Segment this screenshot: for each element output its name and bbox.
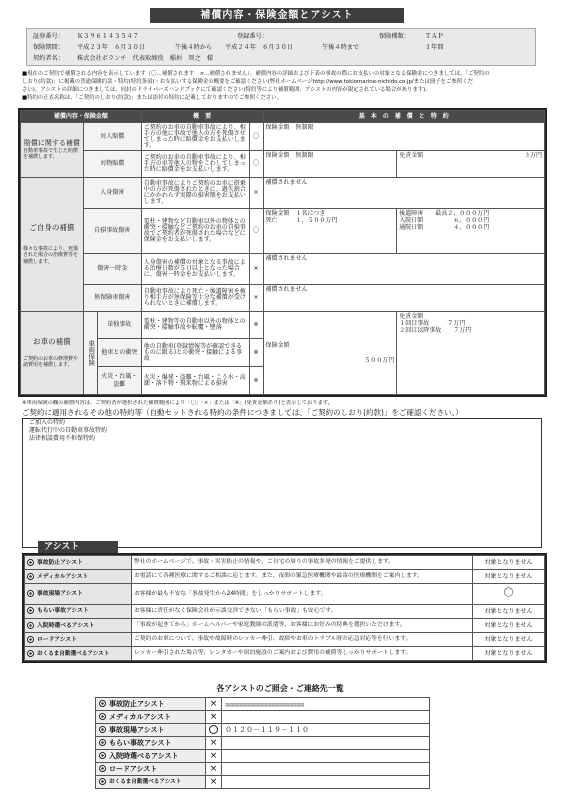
contact-name-label: 事故現場アシスト	[109, 725, 165, 734]
car-ded1: １回目事故 ７万円	[399, 319, 466, 327]
contact-info	[222, 698, 430, 711]
assist-box	[22, 553, 547, 663]
assist-name	[25, 556, 132, 570]
special-item: 法律相談費用不担保特約	[29, 435, 96, 442]
car-vertical: 車両保険	[83, 311, 97, 394]
car-ded	[397, 311, 545, 394]
assist-result: 対象となりません	[473, 618, 545, 632]
contact-mark: ×	[206, 776, 222, 789]
assist-table	[24, 555, 545, 661]
uninsured-desc: 自動車事故により死亡・後遺障害を被り相手方が無保険等十分な補償が受けられないときに補償します。	[141, 284, 249, 311]
contact-name	[96, 711, 206, 724]
property-liab-ded-label: 免責金額	[399, 152, 424, 160]
contact-name-label: 事故防止アシスト	[109, 699, 165, 708]
assist-desc: レッカー牽引された場合等、レンタカーや宿泊施設のご案内および費用の補償等しっかりサポートします。	[132, 647, 473, 661]
self-accident-item: 通院日額 ４，０００円	[399, 224, 490, 232]
self-group	[21, 177, 84, 311]
contact-name	[96, 737, 206, 750]
policy-no-label: 証券番号：	[33, 33, 64, 40]
contact-info	[222, 763, 430, 776]
assist-name-label: もらい事故アシスト	[37, 608, 89, 615]
assist-name	[25, 570, 132, 584]
contractor-label: 契約者名：	[33, 55, 64, 62]
period-start-time: 午後４時から	[175, 44, 213, 51]
note-line: ■現在のご契約で補償される内容を表示しています（〇…補償されます ×…補償されません）。補償内容の詳細および下表の事故の際にお支払いの対象となる保険金につきましては、「ご契約の	[22, 71, 490, 77]
property-liab-ded-value: ３万円	[523, 152, 542, 160]
car-ded-label: 免責金額	[399, 312, 424, 320]
other-car-mark: ※	[249, 339, 263, 367]
contractor-name: 株式会社ボランチ 代表取締役 稲垣 智之 様	[77, 55, 214, 62]
page-title: 補償内容・保険金額とアシスト	[150, 8, 404, 23]
self-group-label: ご自身の補償	[29, 222, 75, 232]
property-liab: 対物賠償	[83, 151, 141, 178]
head-summary: 概 要	[141, 111, 263, 123]
contact-name	[96, 750, 206, 763]
car-group-label: お車の補償	[33, 336, 71, 346]
special-title: ご契約に適用されるその他の特約等（自動セットされる特約の条件につきましては、「ご契約のしおり(約款)」をご確認ください。）	[22, 408, 463, 417]
head-basic: 基 本 の 補 償 と 特 約	[263, 111, 545, 123]
car-ded2: ２回目以降事故 ７万円	[399, 326, 472, 334]
assist-name	[25, 604, 132, 618]
car-val	[263, 311, 397, 394]
assist-result: 対象となりません	[473, 633, 545, 647]
injury-lump-val: 補償されません	[263, 254, 545, 285]
assist-result: 対象となりません	[473, 647, 545, 661]
property-liab-ded	[397, 151, 545, 178]
contact-mark: ×	[206, 737, 222, 750]
liability-group-desc: 自動車事故で生じた賠償を補償します。	[23, 147, 79, 161]
insurance-type: ＴＡＰ	[425, 33, 444, 40]
assist-desc: お客様に責任がなく保険会社が示談交渉できない「もらい事故」も安心です。	[132, 604, 473, 618]
assist-result: 対象となりません	[473, 570, 545, 584]
special-item: 運転代行中の自動車事故特約	[29, 427, 108, 434]
self-accident-val	[263, 208, 397, 253]
reg-no-label: 登録番号：	[237, 33, 268, 40]
assist-icon	[99, 752, 106, 759]
assist-name-label: メディカルアシスト	[37, 573, 89, 580]
self-accident-item: 入院日額 ６，０００円	[399, 216, 490, 224]
car-group-desc: ご契約のお車の修理費や諸費用を補償します。	[23, 355, 79, 369]
assist-name	[25, 633, 132, 647]
assist-name-label: 入院時選べるアシスト	[37, 622, 95, 629]
personal-liab-val: 保険金額 無制限	[263, 123, 545, 151]
self-accident-items	[397, 208, 545, 253]
assist-desc: お電話にて各種医療に関するご相談に応じます。また、夜間の緊急医療機関や最寄の医療機関をご案内します。	[132, 570, 473, 584]
assist-icon	[99, 726, 106, 733]
contact-name-label: 入院時選べるアシスト	[109, 751, 179, 760]
uninsured-val: 補償されません	[263, 284, 545, 311]
special-item: ご加入の特約	[29, 419, 66, 426]
circle-mark	[209, 725, 218, 734]
assist-icon	[99, 700, 106, 707]
injury-desc: 自動車事故によりご契約のお車に搭乗中の方が死傷されたときに、過失割合にかかわらず実際の損害額をお支払いします。	[141, 177, 249, 208]
contact-name	[96, 698, 206, 711]
assist-result: 対象となりません	[473, 604, 545, 618]
injury-lump-desc: 人身傷害の補償の対象となる事故による治療日数が５日以上となった場合に、傷害一時金をお支払いします。	[141, 254, 249, 285]
contact-name	[96, 763, 206, 776]
assist-desc: 弊社のホームページで、事故・災害防止の情報や、ご自宅の周りの事故多発の情報をご提供します。	[132, 556, 473, 570]
contact-name-label: ロードアシスト	[109, 764, 158, 773]
injury-val: 補償されません	[263, 177, 545, 208]
contact-info	[222, 750, 430, 763]
insurance-type-label: 保険種類：	[379, 33, 410, 40]
property-liab-val: 保険金額 無制限	[263, 151, 397, 178]
self-accident-desc: 電柱・建物など自動車以外の物体との衝突・接触などご契約のお車の自損事故でご契約者が死傷された場合などに保険金をお支払いします。	[141, 208, 249, 253]
assist-icon	[27, 590, 34, 597]
fire-desc: 火災・爆発・盗難・台風・こう水・高潮・落下物・飛来物による損害	[141, 367, 249, 395]
policy-no: Ｋ３９６１４３５４７	[77, 33, 139, 40]
coverage-footnote: ※車両保険の欄の補償内容は、ご契約者が選択された補償範囲により「〇」「×」または「※」(免責金額あり)と表示しております。	[22, 400, 334, 406]
assist-desc: ご契約のお車について、事故や故障時のレッカー牽引、故障やお車のトラブル時の応急対応等を行います。	[132, 633, 473, 647]
assist-name-label: 事故現場アシスト	[37, 591, 83, 598]
uninsured-mark: ×	[249, 284, 263, 311]
single: 単独事故	[97, 311, 141, 339]
assist-heading: アシスト	[38, 541, 118, 553]
assist-icon	[99, 739, 106, 746]
note-line: さい)。アシストの詳細につきましては、同封のドライバーズハンドブックにて確認ください(特約等により補償範囲、アシストの内容が限定されている場合があります)。	[22, 87, 431, 93]
contact-info	[222, 776, 430, 789]
self-accident-mark: 〇	[249, 208, 263, 253]
car-group	[21, 311, 84, 394]
assist-icon	[27, 636, 34, 643]
duration: １年間	[425, 44, 444, 51]
other-car-desc: 他の自動車(登録情報等が確認できるものに限る)との衝突・接触による事故	[141, 339, 249, 367]
assist-desc: 「事故が起きてから」ホームヘルパーや家庭教師の派遣等、お客様にお好みの特典を選択いただけます。	[132, 618, 473, 632]
property-liab-desc: ご契約のお車の自動車事故により、相手方の車等他人の物をこわしてしまった時に賠償金をお支払いします。	[141, 151, 249, 178]
fire: 火災・台風・盗難	[97, 367, 141, 395]
self-accident-val1: 保険金額 １名につき	[265, 209, 326, 217]
personal-liab-mark: 〇	[249, 123, 263, 151]
note-line: ■特約の正式名称は、「ご契約のしおり(約款)」または添付の特約に記載しておりますのでご参照ください。	[22, 95, 282, 101]
assist-name-label: 事故防止アシスト	[37, 559, 83, 566]
contact-info	[222, 737, 430, 750]
assist-icon	[99, 713, 106, 720]
contact-mark	[206, 724, 222, 737]
assist-icon	[99, 765, 106, 772]
fire-mark: ※	[249, 367, 263, 395]
single-mark: ※	[249, 311, 263, 339]
contact-mark: ×	[206, 750, 222, 763]
contact-mark: ×	[206, 698, 222, 711]
contact-name-label: メディカルアシスト	[109, 712, 171, 721]
personal-liab-desc: ご契約のお車の自動車事故により、相手方の他に事故で他人の方を死傷させてしまった時に賠償金をお支払いします。	[141, 123, 249, 151]
assist-name	[25, 584, 132, 605]
liability-group	[21, 123, 84, 178]
contact-info	[222, 711, 430, 724]
assist-icon	[27, 607, 34, 614]
assist-name-label: おくるま自動選べるアシスト	[37, 650, 110, 657]
personal-liab: 対人賠償	[83, 123, 141, 151]
uninsured: 無保険車傷害	[83, 284, 141, 311]
assist-icon	[27, 650, 34, 657]
contact-mark: ×	[206, 763, 222, 776]
policy-header	[26, 28, 536, 66]
contact-name-label: もらい事故アシスト	[109, 738, 172, 747]
period-end: 平成２４年 ６月３０日	[225, 44, 294, 51]
self-accident-val2: 死亡 １，５００万円	[265, 216, 338, 224]
contact-name-label: おくるま自動選べるアシスト	[109, 779, 182, 786]
head-coverage: 補償内容・保険金額	[21, 111, 142, 123]
contact-name	[96, 724, 206, 737]
coverage-table	[20, 110, 545, 395]
note-line: しおり(約款)」に掲載の普通保険約款・特約(特約条項)・お支払いする保険金の概要をご確認ください(弊社ホームページhttp://www.tokiomarine-nichido.co.jp/または冊子をご参照くだ	[22, 79, 473, 85]
injury: 人身傷害	[83, 177, 141, 208]
car-val-label: 保険金額	[265, 341, 290, 349]
self-accident: 自損事故傷害	[83, 208, 141, 253]
assist-icon	[27, 573, 34, 580]
contact-mark: ×	[206, 711, 222, 724]
period-start: 平成２３年 ６月３０日	[77, 44, 146, 51]
notes	[22, 70, 542, 102]
injury-lump: 傷害一時金	[83, 254, 141, 285]
assist-name	[25, 618, 132, 632]
property-liab-mark: 〇	[249, 151, 263, 178]
assist-icon	[27, 559, 34, 566]
assist-desc: お客様が最も不安な「事故発生から24時間」をしっかりサポートします。	[132, 584, 473, 605]
contact-name	[96, 776, 206, 789]
assist-result: 対象となりません	[473, 556, 545, 570]
assist-name	[25, 647, 132, 661]
liability-group-label: 賠償に関する補償	[23, 139, 80, 148]
single-desc: 電柱・建物等の自動車以外の物体との衝突・接触事故や転覆・墜落	[141, 311, 249, 339]
self-group-desc: 様々な事故により、死傷された場合の治療費等を補償します。	[23, 245, 79, 265]
other-car: 他車との衝突	[97, 339, 141, 367]
special-box	[22, 418, 542, 548]
assist-result: 〇	[473, 584, 545, 605]
assist-icon	[27, 622, 34, 629]
injury-lump-mark: ×	[249, 254, 263, 285]
period-label: 保険期間：	[33, 44, 64, 51]
coverage-table-box	[18, 108, 547, 397]
assist-icon	[99, 778, 106, 785]
contact-info: ０１２０－１１９－１１０	[222, 724, 430, 737]
contact-stamp: ▤▤▤▤▤▤▤▤▤▤▤▤▤▤▤▤▤▤▤▤	[225, 702, 305, 708]
injury-mark: ×	[249, 177, 263, 208]
assist-name-label: ロードアシスト	[37, 636, 77, 643]
self-accident-item: 後遺障害 最高２，０００万円	[399, 209, 490, 217]
car-val-amount: ５００万円	[364, 356, 395, 364]
period-end-time: 午後４時まで	[322, 44, 360, 51]
contact-table	[95, 697, 430, 789]
contact-title: 各アシストのご照会・ご連絡先一覧	[216, 684, 344, 693]
